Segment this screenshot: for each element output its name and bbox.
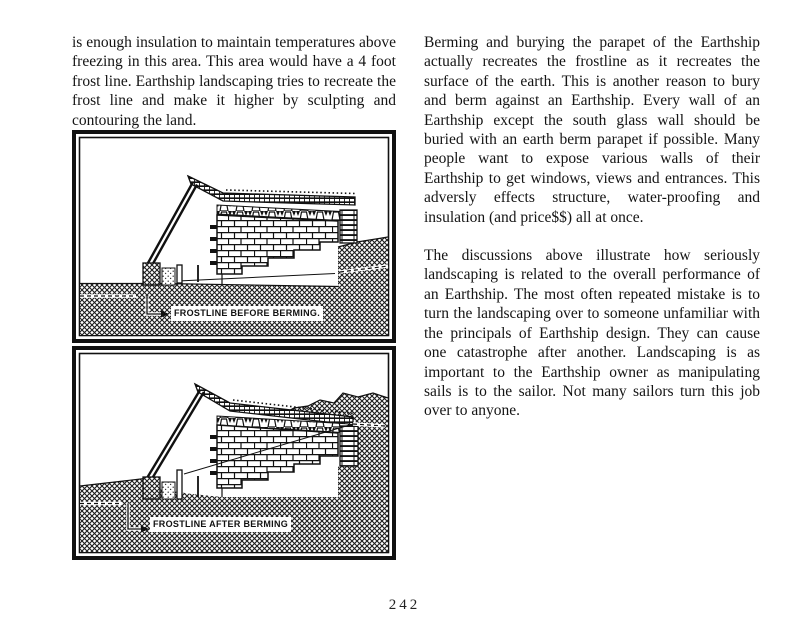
left-column (72, 33, 396, 130)
frostline-before-berming-label: FROSTLINE BEFORE BERMING. (171, 306, 323, 321)
right-paragraph-1: Berming and burying the parapet of the Earthship actually recreates the frostline as it recreates the surface of the earth. This is another reason to bury and berm against an Earthship. Every wall of an Earthship except the south glass wall should be buried with an earth berm parapet if possible. Many people want to expose various walls of their Earthship to get windows, views and entrances. This adversly effects structure, water-proofing and insulation (and price$$) all at once. (424, 34, 760, 226)
back-parapet-wall (340, 210, 357, 243)
right-paragraph-2: The discussions above illustrate how seriously landscaping is related to the overall performance of an Earthship. The most often repeated mistake is to turn the landscaping over to someone unfamiliar with the principals of Earthship design. They can cause one catastrophe after another. Landscaping is as important to the Earthship owner as manipulating sails is to the sailor. Not many sailors turn this job over to anyone. (424, 247, 760, 420)
left-paragraph: is enough insulation to maintain temperatures above freezing in this area. This area would have a 4 foot frost line. Earthship landscaping tries to recreate the frost line and make it higher by sculpting and contouring the land. (72, 34, 396, 129)
footing (143, 477, 160, 499)
planter (162, 482, 175, 499)
figure-frostline-before-berming (72, 130, 396, 343)
page-number: 242 (388, 597, 421, 613)
planter (162, 268, 175, 285)
footing (143, 263, 160, 285)
figure-frostline-after-berming (72, 346, 396, 560)
back-parapet-wall (340, 426, 358, 466)
right-column (424, 33, 760, 421)
frostline-after-berming-label: FROSTLINE AFTER BERMING (150, 517, 291, 532)
